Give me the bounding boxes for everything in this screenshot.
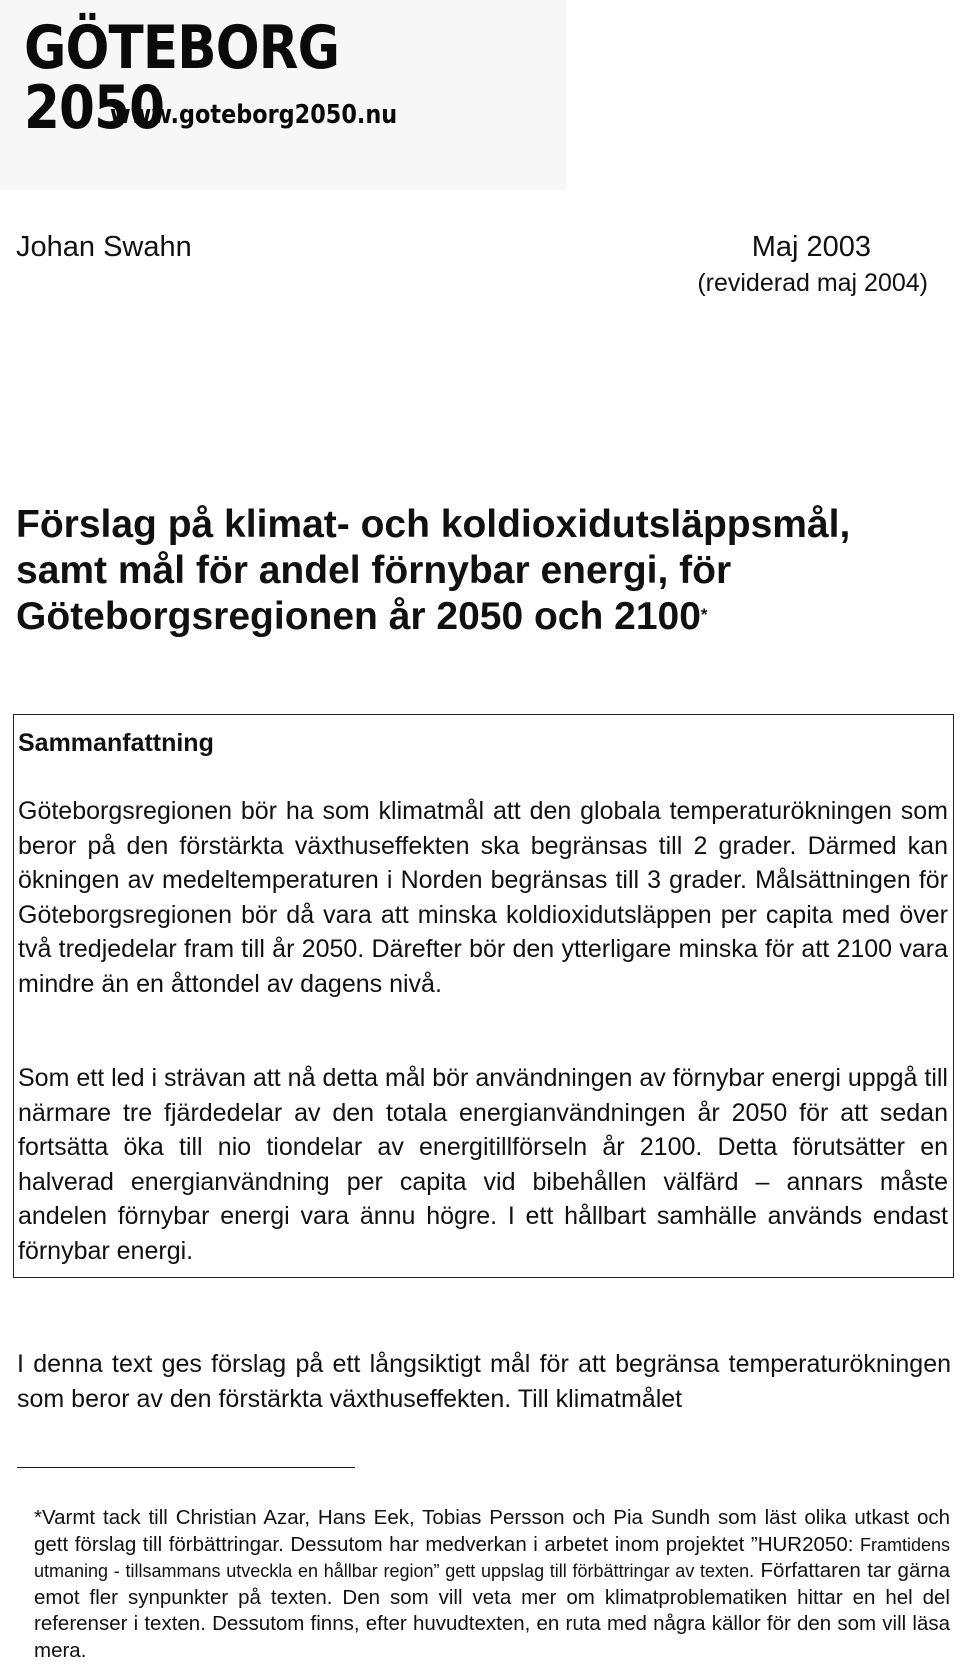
logo-title: GÖTEBORG 2050 (24, 13, 340, 143)
footnote-text: *Varmt tack till Christian Azar, Hans Eek, Tobias Persson och Pia Sundh som läst olika utkast och gett förslag till förbättringar. Dessutom har medverkan i arbetet inom projektet ”HUR2050: (34, 1506, 950, 1556)
document-title (16, 502, 936, 640)
summary-paragraph: Som ett led i strävan att nå detta mål bör användningen av förnybar energi uppgå till närmare tre fjärdedelar av den totala energianvändningen år 2050 för att sedan fortsätta öka till nio tiondelar av energitillförseln år 2100. Detta förutsätter en halverad energianvändning per capita vid bibehållen välfärd – annars måste andelen förnybar energi vara ännu högre. I ett hållbart samhälle används endast förnybar energi. (18, 1064, 948, 1265)
footnote-text-small: Framtidens utmaning - tillsammans utveckla en hållbar region” gett uppslag till förbättringar av texten. (34, 1534, 950, 1581)
logo-url: www.goteborg2050.nu (110, 100, 398, 130)
body-paragraph: I denna text ges förslag på ett långsiktigt mål för att begränsa temperaturökningen som beror av den förstärkta växthuseffekten. Till klimatmålet (17, 1350, 951, 1413)
document-title-text: Förslag på klimat- och koldioxidutsläppsmål, samt mål för andel förnybar energi, för Göteborgsregionen år 2050 och 2100 (16, 503, 851, 638)
summary-box (13, 714, 954, 1278)
summary-paragraph: Göteborgsregionen bör ha som klimatmål att den globala temperaturökningen som beror på den förstärkta växthuseffekten ska begränsas till 2 grader. Därmed kan ökningen av medeltemperaturen i Norden begränsas till 3 grader. Målsättningen för Göteborgsregionen bör då vara att minska koldioxidutsläppen per capita med över två tredjedelar fram till år 2050. Därefter bör den ytterligare minska för att 2100 vara mindre än en åttondel av dagens nivå. (18, 797, 948, 998)
footnote-divider (17, 1467, 355, 1468)
footnote-text: Författaren tar gärna emot fler synpunkter på texten. Den som vill veta mer om klimatproblematiken hittar en hel del referenser i texten. Dessutom finns, efter huvudtexten, en ruta med några källor för den som vill läsa mera. (34, 1559, 950, 1662)
revision-date: (reviderad maj 2004) (697, 269, 928, 297)
logo (0, 0, 566, 190)
publication-date: Maj 2003 (751, 231, 871, 263)
footnote-marker: * (700, 605, 708, 624)
summary-heading: Sammanfattning (18, 729, 214, 757)
author-name: Johan Swahn (16, 231, 192, 263)
footnote (34, 1505, 950, 1664)
